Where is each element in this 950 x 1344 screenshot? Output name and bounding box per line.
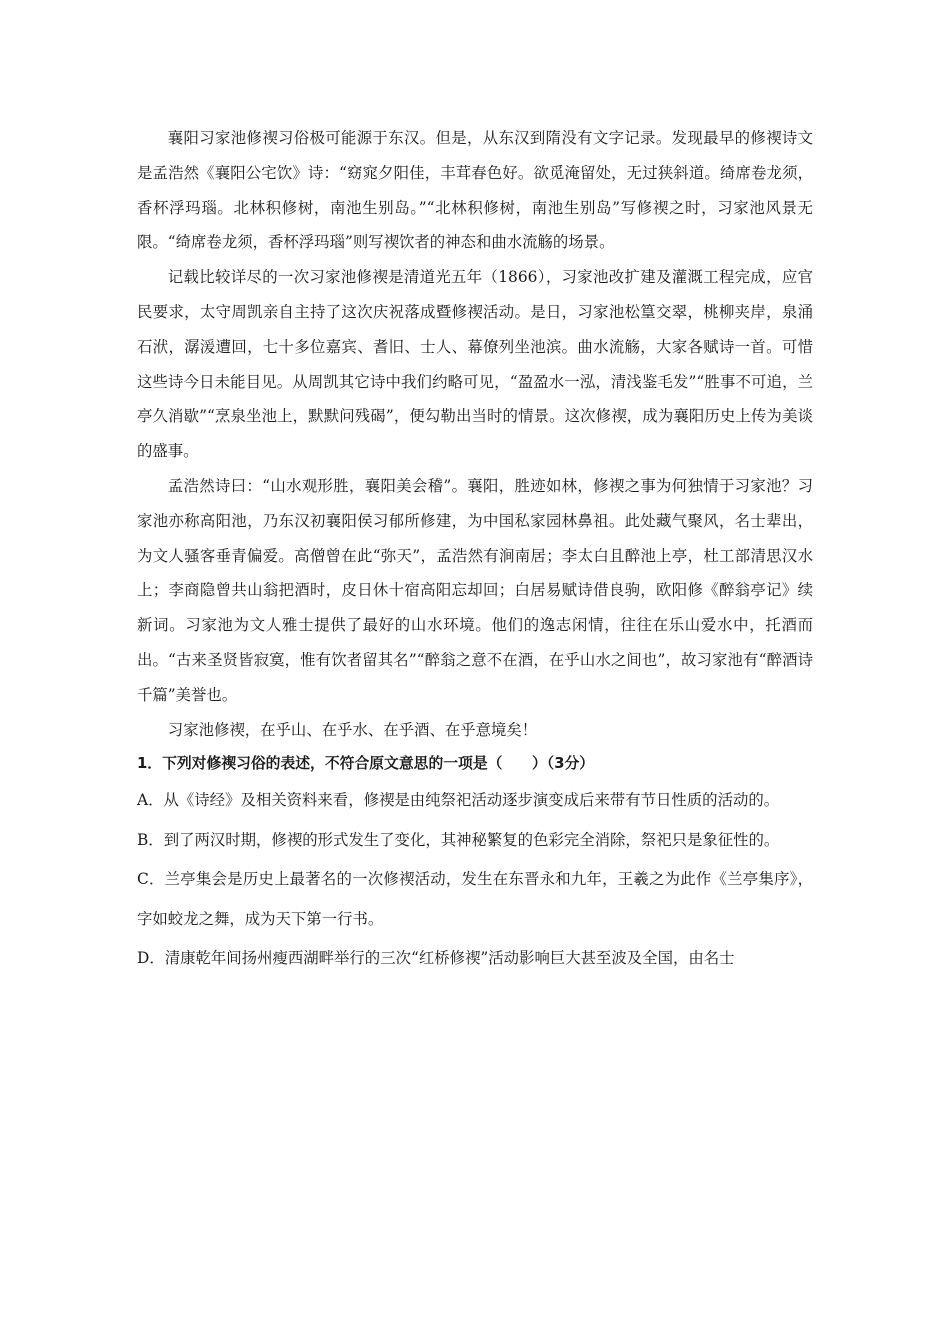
option-c: C．兰亭集会是历史上最著名的一次修禊活动，发生在东晋永和九年，王羲之为此作《兰亭集序》，字如蛟龙之舞，成为天下第一行书。 bbox=[137, 870, 813, 928]
passage-paragraph-4: 习家池修禊，在乎山、在乎水、在乎酒、在乎意境矣！ bbox=[167, 720, 538, 739]
option-a: A．从《诗经》及相关资料来看，修禊是由纯祭祀活动逐步演变成后来带有节日性质的活动的。 bbox=[137, 791, 780, 810]
question-block bbox=[137, 747, 813, 979]
passage-paragraph-2: 记载比较详尽的一次习家池修禊是清道光五年（1866），习家池改扩建及灌溉工程完成，应官民要求，太守周凯亲自主持了这次庆祝落成暨修禊活动。是日，习家池松篁交翠，桃柳夹岸，泉涌石洑，潺湲遭回，七十多位嘉宾、耆旧、士人、幕僚列坐池滨。曲水流觞，大家各赋诗一首。可惜这些诗今日未能目见。从周凯其它诗中我们约略可见，“盈盈水一泓，清浅鉴毛发”“胜事不可追，兰亭久消歇”“烹泉坐池上，默默问残碣”，便勾勒出当时的情景。这次修禊，成为襄阳历史上传为美谈的盛事。 bbox=[137, 268, 813, 461]
option-b: B．到了两汉时期，修禊的形式发生了变化，其神秘繁复的色彩完全消除，祭祀只是象征性的。 bbox=[137, 830, 780, 849]
passage-paragraph-1: 襄阳习家池修禊习俗极可能源于东汉。但是，从东汉到隋没有文字记录。发现最早的修禊诗文是孟浩然《襄阳公宅饮》诗：“窈窕夕阳佳，丰茸春色好。欲觅淹留处，无过狭斜道。绮席卷龙须，香杯浮玛瑙。北林积修树，南池生别岛。”“北林积修树，南池生别岛”写修禊之时，习家池风景无限。“绮席卷龙须，香杯浮玛瑙”则写禊饮者的神态和曲水流觞的场景。 bbox=[137, 129, 813, 252]
document-page bbox=[137, 121, 813, 979]
passage bbox=[137, 121, 813, 747]
option-d: D．清康乾年间扬州瘦西湖畔举行的三次“红桥修禊”活动影响巨大甚至波及全国，由名士 bbox=[137, 949, 735, 968]
question-stem: 1．下列对修禊习俗的表述，不符合原文意思的一项是（ ）（3分） bbox=[137, 755, 595, 773]
passage-paragraph-3: 孟浩然诗曰：“山水观形胜，襄阳美会稽”。襄阳，胜迹如林，修禊之事为何独情于习家池？习家池亦称高阳池，乃东汉初襄阳侯习郁所修建，为中国私家园林鼻祖。此处藏气聚风，名士辈出，为文人骚客垂青偏爱。高僧曾在此“弥天”，孟浩然有涧南居；李太白且醉池上亭，杜工部清思汉水上；李商隐曾共山翁把酒时，皮日休十宿高阳忘却回；白居易赋诗借良驹，欧阳修《醉翁亭记》续新词。习家池为文人雅士提供了最好的山水环境。他们的逸志闲情，往往在乐山爱水中，托酒而出。“古来圣贤皆寂寞，惟有饮者留其名”“醉翁之意不在酒，在乎山水之间也”，故习家池有“醉酒诗千篇”美誉也。 bbox=[137, 476, 813, 704]
